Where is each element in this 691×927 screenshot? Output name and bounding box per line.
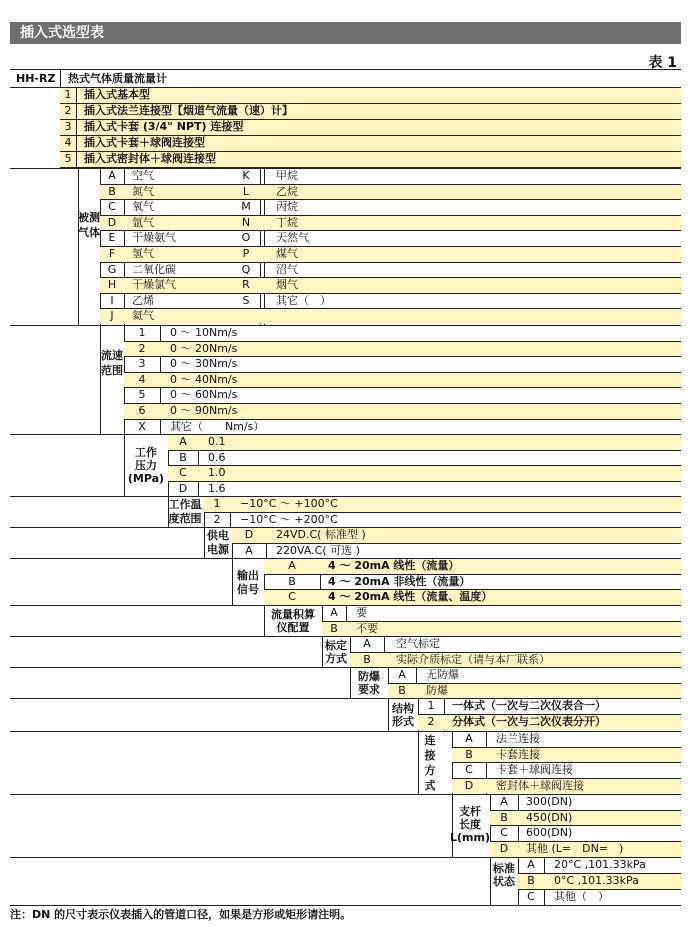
standard-code: C	[527, 890, 535, 903]
pressure-label-3: (MPa)	[127, 472, 165, 485]
gas-name: 煤气	[276, 247, 298, 260]
gas-name: 氮气	[132, 184, 154, 198]
gas-code: A	[108, 169, 116, 182]
output-code: C	[288, 590, 296, 604]
pressure-code: B	[179, 450, 187, 464]
gas-row-bg	[100, 278, 681, 293]
structure-code: 2	[427, 715, 435, 728]
grid-line	[100, 199, 681, 200]
calibration-text: 空气标定	[396, 637, 440, 650]
flow-label: 流速范围	[101, 349, 123, 377]
flow-text: 其它（ Nm/s）	[170, 419, 265, 433]
connection-code: B	[465, 747, 473, 761]
gas-label: 被测气体	[78, 211, 100, 239]
gas-name: 氩气	[132, 215, 154, 229]
gas-row-bg	[100, 247, 681, 262]
totalizer-code: A	[330, 606, 338, 619]
power-text: 220VA.C( 可选 )	[276, 543, 360, 557]
flow-code: 6	[138, 404, 146, 417]
rod-code: B	[500, 810, 508, 824]
gas-code: I	[110, 293, 114, 307]
gas-code: H	[107, 278, 117, 292]
output-text: 4 ～ 20mA 非线性（流量）	[328, 574, 471, 588]
grid-line	[490, 825, 681, 826]
table-top-rule	[10, 69, 681, 70]
temp-code: 2	[213, 512, 221, 526]
gas-name: 氢气	[132, 247, 154, 260]
gas-code: K	[242, 169, 250, 182]
flow-code: 3	[138, 357, 146, 371]
output-label-1: 输出	[237, 569, 259, 582]
temp-label-2: 度范围	[168, 512, 202, 525]
grid-line	[168, 450, 681, 451]
standard-code: B	[527, 874, 535, 887]
standard-code: A	[527, 858, 535, 871]
pressure-text: 1.0	[208, 466, 226, 479]
type-code: 2	[64, 104, 72, 117]
gas-name: 乙烷	[276, 184, 298, 198]
type-row-bg	[60, 88, 681, 103]
standard-text: 20°C ,101.33kPa	[554, 858, 646, 871]
pressure-text: 0.6	[208, 450, 226, 464]
type-text: 插入式卡套 (3/4" NPT) 连接型	[84, 120, 244, 133]
gas-code: R	[242, 278, 250, 292]
connection-text: 卡套连接	[496, 747, 540, 761]
grid-line	[168, 481, 681, 482]
pressure-code: D	[178, 481, 188, 495]
output-label-2: 信号	[237, 583, 259, 596]
model-code: HH-RZ	[16, 72, 56, 85]
totalizer-code: B	[330, 621, 338, 635]
calibration-label-1: 标定	[325, 639, 347, 652]
model-name: 热式气体质量流量计	[68, 72, 167, 85]
gas-code: E	[108, 231, 116, 245]
footnote: 注：DN 的尺寸表示仪表插入的管道口径，如果是方形或矩形请注明。	[10, 908, 352, 921]
type-text: 插入式法兰连接型【烟道气流量（速）计】	[84, 104, 293, 117]
calibration-label-2: 方式	[325, 652, 347, 665]
pressure-row-bg	[168, 435, 681, 450]
grid-line	[264, 574, 681, 575]
gas-name: 丁烷	[276, 215, 298, 229]
grid-line	[100, 262, 681, 263]
connection-code: A	[465, 732, 473, 745]
pressure-text: 1.6	[208, 481, 226, 495]
calibration-code: A	[363, 637, 371, 650]
structure-code: 1	[427, 699, 435, 712]
connection-row-bg	[452, 748, 681, 763]
rod-text: 450(DN)	[526, 810, 573, 824]
connection-label: 连接方式	[424, 734, 436, 792]
temp-code: 1	[213, 497, 221, 510]
table-label: 表 1	[648, 55, 677, 71]
gas-code: F	[108, 247, 116, 260]
grid-line	[76, 87, 77, 168]
temp-text: −10°C ～ +200°C	[240, 512, 338, 526]
explosion-code: B	[398, 683, 406, 697]
power-code: A	[245, 543, 253, 557]
standard-text: 0°C ,101.33kPa	[554, 874, 639, 887]
pressure-text: 0.1	[208, 435, 226, 448]
gas-row-bg	[100, 216, 681, 231]
totalizer-label-1: 流量积算	[271, 608, 315, 621]
rod-text: 其他 (L= DN= )	[526, 842, 624, 856]
power-code: D	[244, 528, 254, 541]
temp-text: −10°C ～ +100°C	[240, 497, 338, 510]
rod-code: A	[500, 795, 508, 808]
pressure-label-1: 工作	[135, 446, 157, 459]
gas-code: J	[110, 309, 114, 323]
explosion-label-2: 要求	[358, 683, 380, 696]
gas-row-bg	[100, 185, 681, 200]
pressure-code: A	[179, 435, 187, 448]
output-text: 4 ～ 20mA 线性（流量）	[328, 559, 460, 572]
connection-bottom-rule	[10, 794, 681, 795]
calibration-text: 实际介质标定（请与本厂联系）	[396, 652, 550, 666]
structure-label-1: 结构	[392, 702, 414, 715]
flow-code: 2	[138, 341, 146, 355]
rod-code: C	[500, 826, 508, 840]
gas-bottom-rule	[10, 325, 681, 326]
gas-row-bg	[100, 309, 681, 324]
flow-code: 4	[138, 372, 146, 386]
totalizer-label-2: 仪配置	[276, 621, 310, 634]
output-text: 4 ～ 20mA 线性（流量、温度）	[328, 590, 493, 604]
connection-code: C	[465, 763, 473, 776]
type-code: 5	[64, 152, 72, 165]
flow-code: 5	[138, 388, 146, 402]
grid-line	[418, 731, 419, 794]
power-text: 24VD.C( 标准型 )	[276, 528, 366, 541]
pressure-row-bg	[168, 466, 681, 481]
gas-name: 沼气	[276, 262, 298, 276]
explosion-text: 防爆	[426, 683, 448, 697]
calibration-code: B	[363, 652, 371, 666]
gas-name: 其它（ ）	[276, 293, 331, 307]
gas-code: S	[242, 293, 250, 307]
type-text: 插入式基本型	[84, 88, 150, 101]
structure-bottom-rule	[10, 731, 681, 732]
totalizer-text: 要	[356, 606, 367, 619]
flow-text: 0 ～ 20Nm/s	[170, 341, 238, 355]
rod-row-bg	[490, 811, 681, 826]
structure-text: 一体式（一次与二次仪表合一）	[452, 699, 606, 712]
gas-name: 干燥氨气	[132, 231, 176, 245]
rod-label-3: L(mm)	[450, 831, 490, 844]
gas-code: Q	[241, 262, 251, 276]
explosion-text: 无防爆	[426, 668, 459, 681]
calibration-bottom-rule	[10, 667, 681, 668]
grid-line	[100, 293, 681, 294]
gas-code: N	[241, 215, 251, 229]
structure-text: 分体式（一次与二次仪表分开）	[452, 715, 606, 728]
gas-name: 干燥氯气	[132, 278, 176, 292]
explosion-label-1: 防爆	[358, 670, 380, 683]
connection-code: D	[464, 778, 474, 792]
temp-label-1: 工作温	[168, 498, 202, 511]
output-row-bg	[264, 559, 681, 574]
gas-name: 氦气	[132, 309, 154, 323]
gas-code: D	[107, 215, 117, 229]
rod-text: 600(DN)	[526, 826, 573, 840]
gas-name: 丙烷	[276, 200, 298, 214]
rod-label-1: 支杆	[459, 805, 481, 818]
totalizer-bottom-rule	[10, 636, 681, 637]
flow-text: 0 ～ 90Nm/s	[170, 404, 238, 417]
connection-text: 卡套＋球阀连接	[496, 763, 573, 776]
pressure-code: C	[179, 466, 187, 479]
connection-text: 法兰连接	[496, 732, 540, 745]
flow-text: 0 ～ 30Nm/s	[170, 357, 238, 371]
page-header: 插入式选型表	[10, 22, 681, 44]
gas-code: G	[107, 262, 117, 276]
connection-text: 密封体＋球阀连接	[496, 778, 584, 792]
explosion-code: A	[398, 668, 406, 681]
gas-code: B	[108, 184, 116, 198]
standard-text: 其他（ ）	[554, 890, 609, 903]
gas-name: 氧气	[132, 200, 154, 214]
pressure-label-2: 压力	[135, 459, 157, 472]
gas-code: C	[108, 200, 116, 214]
gas-name: 空气	[132, 169, 154, 182]
rod-code: D	[499, 842, 509, 856]
type-code: 3	[64, 120, 72, 133]
gas-code: P	[242, 247, 250, 260]
type-text: 插入式密封体＋球阀连接型	[84, 152, 216, 165]
flow-code: 1	[138, 326, 146, 339]
gas-code: O	[241, 231, 251, 245]
gas-name: 烟气	[276, 278, 298, 292]
rod-label-2: 长度	[459, 818, 481, 831]
grid-line	[78, 168, 79, 325]
gas-name: 乙烯	[132, 293, 154, 307]
gas-name: 二氧化碳	[132, 262, 176, 276]
flow-code: X	[138, 419, 146, 433]
gas-name: 天然气	[276, 231, 309, 245]
standard-label-2: 状态	[493, 875, 515, 888]
output-code: B	[288, 574, 296, 588]
totalizer-text: 不要	[356, 621, 378, 635]
output-code: A	[288, 559, 296, 572]
flow-text: 0 ～ 60Nm/s	[170, 388, 238, 402]
type-text: 插入式卡套＋球阀连接型	[84, 136, 205, 149]
power-label-2: 电源	[207, 543, 229, 556]
gas-code: M	[241, 200, 251, 214]
type-code: 1	[64, 88, 72, 101]
type-code: 4	[64, 136, 72, 149]
structure-label-2: 形式	[392, 715, 414, 728]
power-label-1: 供电	[207, 529, 229, 542]
flow-text: 0 ～ 40Nm/s	[170, 372, 238, 386]
standard-label-1: 标准	[493, 862, 515, 875]
grid-line	[100, 230, 681, 231]
gas-name: 甲烷	[276, 169, 298, 182]
gas-code: L	[242, 184, 250, 198]
flow-text: 0 ～ 10Nm/s	[170, 326, 238, 339]
grid-line	[100, 325, 101, 434]
rod-text: 300(DN)	[526, 795, 573, 808]
